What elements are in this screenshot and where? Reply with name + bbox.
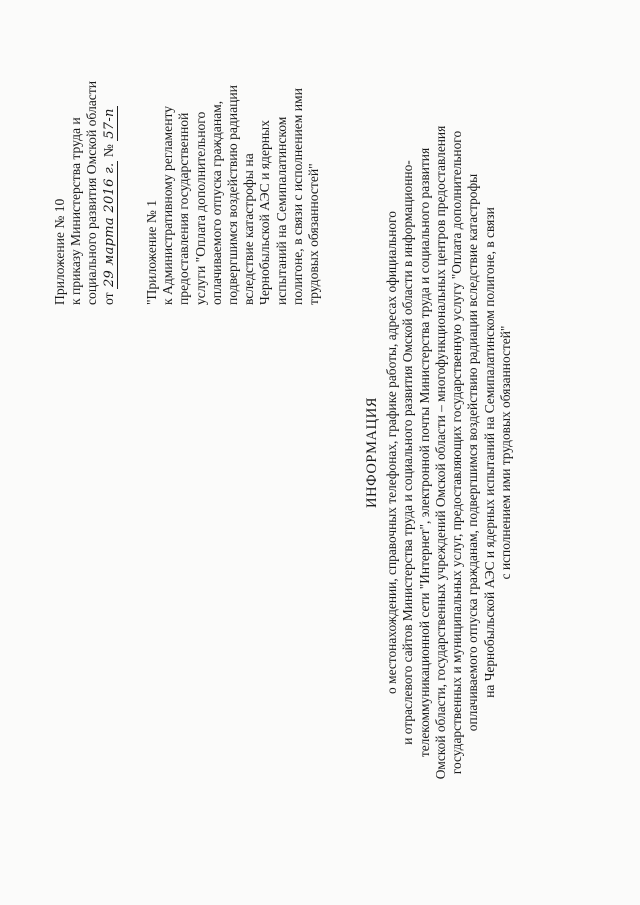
information-description (384, 0, 514, 905)
order-prefix: от (100, 292, 116, 305)
order-number-label: № (100, 144, 116, 158)
reglament-line: полигоне, в связи с исполнением ими (289, 88, 305, 305)
information-title: ИНФОРМАЦИЯ (364, 396, 380, 509)
reglament-line: Чернобыльской АЭС и ядерных (257, 120, 273, 305)
information-line: телекоммуникационной сети "Интернет", электронной почты Министерства труда и социального развития (416, 147, 432, 758)
reglament-line: оплачиваемого отпуска гражданам, (208, 100, 224, 305)
appendix-line: к приказу Министерства труда и (68, 117, 84, 305)
appendix-line: Приложение № 10 (52, 198, 67, 305)
reglament-line: испытаний на Семипалатинском (273, 116, 289, 305)
order-date-handwritten: 29 марта 2016 г. (101, 162, 117, 288)
information-line: с исполнением ими трудовых обязанностей" (498, 325, 514, 580)
reglament-block (144, 23, 322, 305)
information-line: и отраслевого сайтов Министерства труда и социального развития Омской области в информационно- (400, 160, 416, 745)
reglament-line: трудовых обязанностей" (306, 163, 322, 305)
appendix-line: социального развития Омской области (84, 80, 100, 305)
reglament-line: услуги "Оплата дополнительного (192, 111, 208, 305)
order-reference (101, 23, 118, 305)
information-line: Омской области, государственных учреждений Омской области – многофункциональных центров предоставления (432, 125, 448, 780)
information-line: оплачиваемого отпуска гражданам, подвергшимся воздействию радиации вследствие катастрофы (465, 173, 481, 732)
information-line: на Чернобыльской АЭС и ядерных испытаний на Семипалатинском полигоне, в связи (481, 207, 497, 698)
reglament-line: к Административному регламенту (160, 105, 176, 305)
appendix-block (52, 23, 118, 305)
reglament-line: вследствие катастрофы на (241, 153, 257, 305)
reglament-line: "Приложение № 1 (144, 199, 159, 305)
reglament-line: предоставления государственной (176, 112, 192, 305)
order-number-handwritten: 57-п (101, 108, 117, 139)
information-line: о местонахождении, справочных телефонах, графике работы, адресах официального (384, 211, 399, 694)
information-line: государственных и муниципальных услуг, предоставляющих государственную услугу "Оплата дополнительного (449, 130, 465, 775)
reglament-line: подвергшимся воздействию радиации (225, 85, 241, 305)
